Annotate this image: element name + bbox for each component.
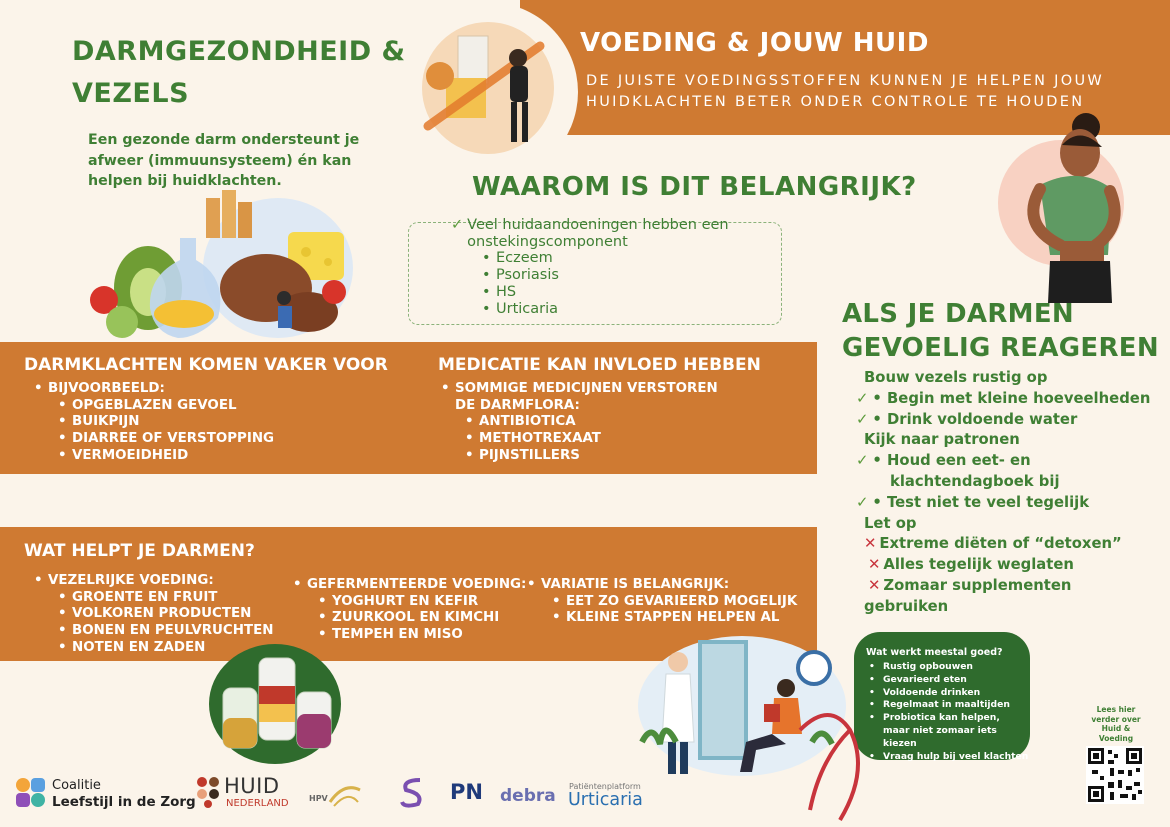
group1-item: Begin met kleine hoeveelheden (887, 389, 1151, 407)
why-item: • Urticaria (482, 301, 771, 318)
banner-subtitle-1: DE JUISTE VOEDINGSSTOFFEN KUNNEN JE HELPEN JOUW (586, 73, 1105, 89)
coalitie-logo-line2: Leefstijl in de Zorg (52, 794, 196, 810)
helps-title: WAT HELPT JE DARMEN? (24, 541, 255, 561)
helps-item: • EET ZO GEVARIEERD MOGELIJK (552, 594, 797, 611)
helps-col2 (293, 577, 526, 644)
left-title-line2: VEZELS (72, 78, 190, 109)
medication-item: • METHOTREXAAT (465, 431, 741, 448)
left-intro: Een gezonde darm ondersteunt je afweer (immuunsysteem) én kan helpen bij huidklachten. (88, 132, 360, 189)
coalitie-logo-icon (16, 778, 46, 808)
works-item: • Voldoende drinken (869, 687, 1029, 700)
helps-item: • GROENTE EN FRUIT (58, 590, 273, 607)
why-content (451, 217, 771, 317)
cross-icon: ✕ (868, 556, 881, 574)
helps-item: • NOTEN EN ZADEN (58, 640, 273, 657)
banner-title: VOEDING & JOUW HUID (580, 28, 929, 58)
sensitive-list: Bouw vezels rustig op ✓ • Begin met kleine hoeveelheden ✓ • Drink voldoende water Kijk naar patronen ✓ • Houd een eet- en klachtendagboek bij ✓ • Test niet te veel tegelijk Let op ✕ Extreme diëten of “detoxen” ✕ Alles tegelijk weglaten ✕ Zomaar supplementen gebruiken (864, 368, 1164, 618)
woman-stomach-illustration (1000, 105, 1130, 303)
medication-lead: • SOMMIGE MEDICIJNEN VERSTOREN DE DARMFLORA: (441, 381, 741, 414)
medication-title: MEDICATIE KAN INVLOED HEBBEN (438, 355, 761, 375)
association-logo (398, 776, 428, 810)
group2-item: Houd een eet- en (887, 452, 1031, 470)
helps-item: • TEMPEH EN MISO (318, 627, 526, 644)
cross-icon: ✕ (864, 535, 877, 553)
works-item: • Gevarieerd eten (869, 674, 1029, 687)
works-item: • Rustig opbouwen (869, 661, 1029, 674)
helps-item: • BONEN EN PEULVRUCHTEN (58, 623, 273, 640)
group2-item: Test niet te veel tegelijk (887, 493, 1090, 511)
sensitive-title-1: ALS JE DARMEN (842, 299, 1074, 329)
why-check-text: Veel huidaandoeningen hebben een onstekingscomponent (467, 217, 729, 250)
helps-col3 (527, 577, 797, 627)
fermented-jars-illustration (205, 640, 345, 768)
hpv-logo: HPV (309, 794, 328, 803)
group1-item: Drink voldoende water (887, 410, 1078, 428)
avoid-item: Extreme diëten of “detoxen” (879, 535, 1122, 553)
group3-label: Let op (864, 514, 917, 532)
helps-item: • VOLKOREN PRODUCTEN (58, 606, 273, 623)
complaints-lead: • BIJVOORBEELD: (34, 381, 274, 398)
avoid-item: Zomaar supplementen (883, 576, 1072, 594)
sensitive-title-2: GEVOELIG REAGEREN (842, 333, 1159, 363)
medication-item: • PIJNSTILLERS (465, 448, 741, 465)
cross-icon: ✕ (868, 576, 881, 594)
check-icon: ✓ (856, 410, 869, 428)
works-list (869, 661, 1029, 763)
helps-item: • KLEINE STAPPEN HELPEN AL (552, 610, 797, 627)
medication-list (441, 381, 741, 465)
qr-note: Lees hier verder over Huid & Voeding (1091, 705, 1141, 743)
urticaria-logo: Urticaria (568, 790, 643, 810)
avoid-item-cont: gebruiken (864, 597, 949, 615)
qr-code[interactable] (1086, 746, 1144, 804)
check-icon: ✓ (856, 389, 869, 407)
pn-logo: PN (450, 780, 483, 804)
debra-logo: debra (500, 786, 556, 806)
huid-logo-icon (196, 776, 220, 808)
works-item: • Regelmaat in maaltijden (869, 699, 1029, 712)
works-item: • Probiotica kan helpen, maar niet zomaar iets kiezen (869, 712, 1029, 750)
check-icon: ✓ (451, 217, 464, 233)
complaint-item: • BUIKPIJN (58, 414, 274, 431)
complaint-item: • VERMOEIDHEID (58, 448, 274, 465)
banner-subtitle-2: HUIDKLACHTEN BETER ONDER CONTROLE TE HOUDEN (586, 94, 1085, 110)
why-title: WAAROM IS DIT BELANGRIJK? (472, 172, 917, 202)
complaints-list (34, 381, 274, 465)
food-plate-illustration (418, 18, 558, 158)
huid-logo: HUID (224, 774, 280, 798)
avoid-item: Alles tegelijk weglaten (883, 556, 1074, 574)
helps-col1-lead: • VEZELRIJKE VOEDING: (34, 573, 273, 590)
hpv-logo-icon (328, 780, 362, 810)
urticaria-logo-small: Patiëntenplatform (569, 782, 641, 791)
works-item: • Vraag hulp bij veel klachten (869, 751, 1029, 764)
check-icon: ✓ (856, 493, 869, 511)
check-icon: ✓ (856, 452, 869, 470)
group1-label: Bouw vezels rustig op (864, 369, 1048, 386)
food-illustration-left (88, 188, 363, 348)
complaint-item: • OPGEBLAZEN GEVOEL (58, 398, 274, 415)
medication-item: • ANTIBIOTICA (465, 414, 741, 431)
helps-col3-lead: • VARIATIE IS BELANGRIJK: (527, 577, 797, 594)
left-title-line1: DARMGEZONDHEID & (72, 36, 406, 67)
group2-item-cont: klachtendagboek bij (890, 472, 1060, 490)
helps-col2-lead: • GEFERMENTEERDE VOEDING: (293, 577, 526, 594)
huid-logo-sub: NEDERLAND (226, 798, 289, 809)
why-item: • Psoriasis (482, 267, 771, 284)
complaints-title: DARMKLACHTEN KOMEN VAKER VOOR (24, 355, 388, 375)
why-item: • Eczeem (482, 250, 771, 267)
complaint-item: • DIARREE OF VERSTOPPING (58, 431, 274, 448)
helps-item: • YOGHURT EN KEFIR (318, 594, 526, 611)
helps-item: • ZUURKOOL EN KIMCHI (318, 610, 526, 627)
coalitie-logo-line1: Coalitie (52, 778, 101, 793)
why-item: • HS (482, 284, 771, 301)
group2-label: Kijk naar patronen (864, 431, 1020, 449)
works-title: Wat werkt meestal goed? (866, 647, 1003, 658)
